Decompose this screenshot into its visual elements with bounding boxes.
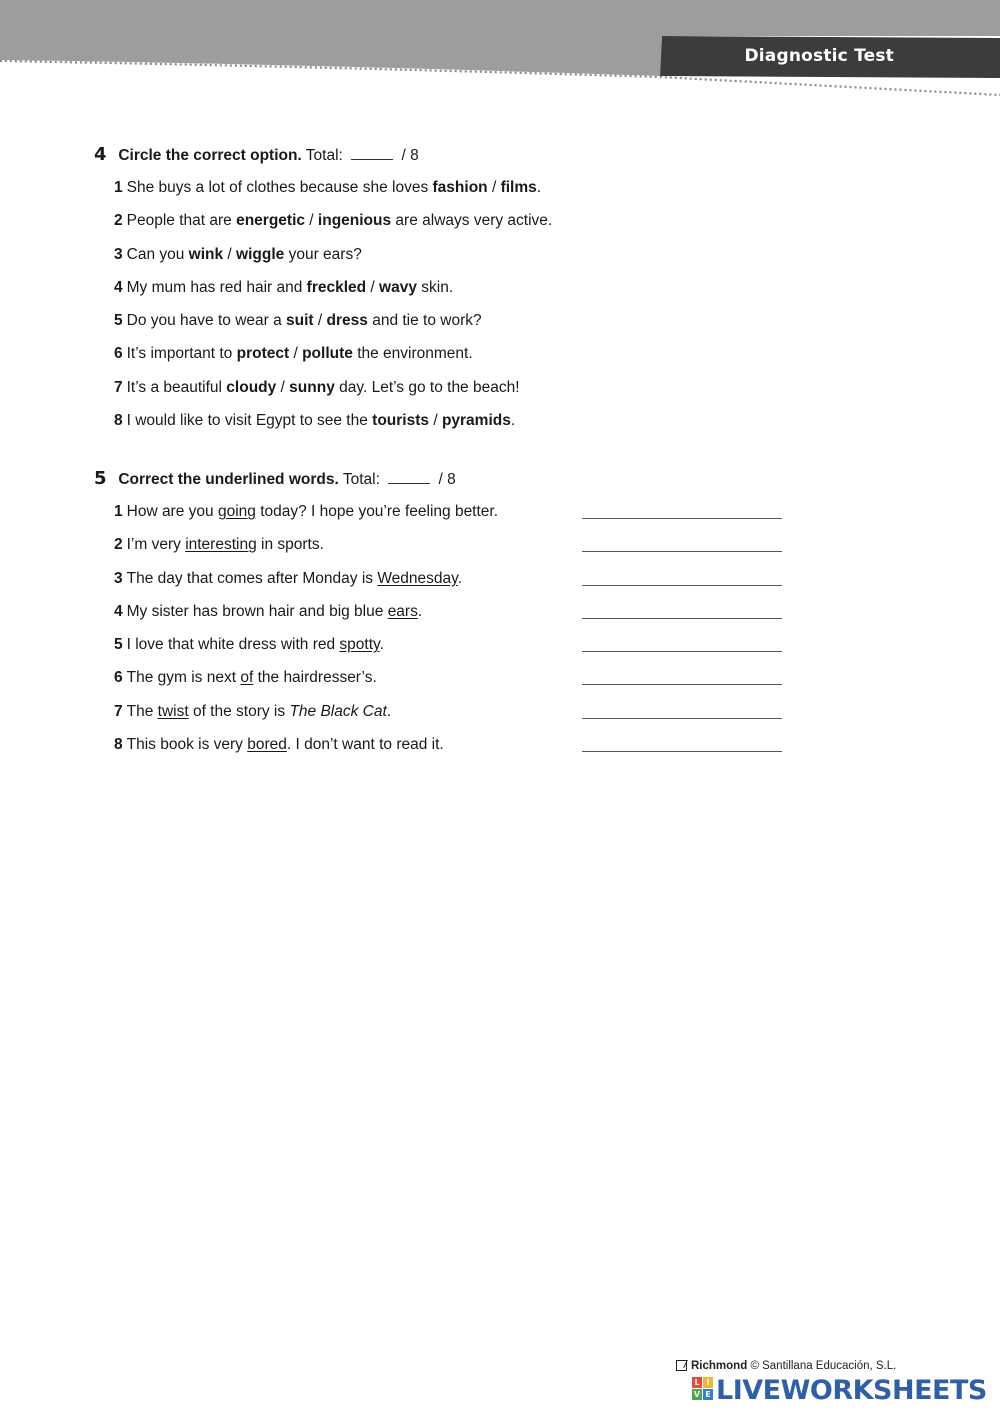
option-separator: /: [487, 179, 501, 196]
section-4-instruction: Circle the correct option.: [118, 147, 302, 164]
item-text: My mum has red hair and: [126, 278, 307, 296]
richmond-logo-icon: [676, 1360, 687, 1371]
live-block-v: V: [693, 1390, 701, 1399]
answer-field[interactable]: [582, 684, 782, 685]
underlined-word: twist: [157, 702, 189, 720]
publisher-name: Richmond: [691, 1360, 748, 1372]
underlined-word: bored: [247, 736, 287, 754]
item-number: 1: [114, 503, 123, 520]
section-5-heading: [94, 467, 814, 491]
option-separator: /: [305, 212, 318, 230]
book-title: The Black Cat: [289, 702, 387, 720]
option-b[interactable]: pyramids: [441, 412, 511, 430]
brand-name: LIVEWORKSHEETS: [716, 1375, 987, 1406]
option-b[interactable]: pollute: [302, 345, 353, 363]
option-a[interactable]: cloudy: [226, 378, 277, 396]
live-blocks-icon: [692, 1377, 714, 1401]
item-text: skin.: [416, 278, 454, 296]
underlined-word: Wednesday: [377, 569, 458, 587]
item-number: 6: [114, 669, 123, 687]
item-number: 8: [114, 736, 123, 754]
item-number: 1: [114, 179, 123, 196]
option-item: [94, 304, 814, 337]
item-text: of the story is: [188, 702, 290, 720]
answer-field[interactable]: [582, 551, 782, 552]
section-5-total-field[interactable]: [388, 469, 430, 484]
answer-field[interactable]: [582, 618, 782, 619]
section-4-total-max: / 8: [401, 147, 419, 164]
section-5-total-max: / 8: [438, 471, 456, 488]
item-text: It’s important to: [126, 345, 237, 363]
copyright-line: [676, 1360, 896, 1372]
item-text: .: [417, 602, 423, 620]
correction-item: [94, 661, 814, 694]
item-text: The day that comes after Monday is: [126, 569, 378, 587]
item-number: 4: [114, 602, 123, 620]
underlined-word: going: [217, 503, 256, 520]
underlined-word: ears: [387, 602, 418, 620]
option-separator: /: [223, 245, 237, 263]
correction-item: [94, 528, 814, 561]
option-a[interactable]: protect: [236, 345, 290, 363]
copyright-text: © Santillana Educación, S.L.: [750, 1360, 897, 1372]
item-number: 3: [114, 245, 123, 263]
option-a[interactable]: tourists: [372, 412, 430, 430]
correction-item: [94, 495, 814, 528]
correction-item: [94, 695, 814, 728]
item-text: The: [126, 702, 158, 720]
option-item: [94, 404, 814, 437]
item-number: 5: [114, 312, 123, 330]
item-text: today? I hope you’re feeling better.: [255, 503, 499, 520]
underlined-word: spotty: [339, 636, 380, 654]
option-b[interactable]: films: [500, 179, 537, 196]
item-text: Do you have to wear a: [126, 312, 287, 330]
item-text: People that are: [126, 212, 237, 230]
item-number: 4: [114, 278, 123, 296]
option-separator: /: [289, 345, 303, 363]
item-text: .: [386, 702, 392, 720]
option-item: [94, 171, 814, 204]
live-block-l: L: [692, 1377, 702, 1388]
item-number: 2: [114, 536, 123, 554]
answer-field[interactable]: [582, 718, 782, 719]
section-5-total-label: Total:: [342, 471, 380, 488]
underlined-word: of: [240, 669, 254, 687]
item-text: and tie to work?: [367, 312, 482, 330]
item-number: 7: [114, 378, 123, 396]
item-text: It’s a beautiful: [126, 378, 227, 396]
option-a[interactable]: energetic: [236, 212, 305, 230]
section-5-number: 5: [94, 468, 107, 489]
option-separator: /: [313, 312, 327, 330]
item-text: .: [510, 412, 516, 430]
section-4-total-label: Total:: [305, 147, 343, 164]
option-a[interactable]: fashion: [432, 179, 488, 196]
item-number: 8: [114, 412, 123, 430]
option-item: [94, 371, 814, 404]
answer-field[interactable]: [582, 751, 782, 752]
option-item: [94, 337, 814, 370]
answer-field[interactable]: [582, 585, 782, 586]
item-number: 6: [114, 345, 123, 363]
liveworksheets-logo[interactable]: [692, 1375, 987, 1406]
option-b[interactable]: wiggle: [236, 245, 285, 263]
item-text: . I don’t want to read it.: [286, 736, 444, 754]
item-text: She buys a lot of clothes because she loves: [126, 179, 433, 196]
item-text: your ears?: [284, 245, 362, 263]
option-b[interactable]: wavy: [379, 278, 417, 296]
answer-field[interactable]: [582, 651, 782, 652]
item-text: .: [536, 179, 542, 196]
correction-item: [94, 628, 814, 661]
item-text: I’m very: [126, 536, 186, 554]
item-text: the environment.: [352, 345, 473, 363]
underlined-word: interesting: [185, 536, 257, 554]
option-item: [94, 204, 814, 237]
correction-item: [94, 562, 814, 595]
section-5: [94, 467, 814, 761]
section-5-instruction: Correct the underlined words.: [118, 471, 339, 488]
option-separator: /: [276, 378, 290, 396]
item-text: This book is very: [126, 736, 248, 754]
item-text: Can you: [126, 245, 189, 263]
option-separator: /: [366, 278, 380, 296]
item-text: The gym is next: [126, 669, 241, 687]
correction-item: [94, 595, 814, 628]
section-4-number: 4: [94, 144, 107, 165]
option-a[interactable]: freckled: [306, 278, 367, 296]
item-text: in sports.: [256, 536, 324, 554]
answer-field[interactable]: [582, 518, 782, 519]
option-a[interactable]: suit: [286, 312, 314, 330]
option-a[interactable]: wink: [188, 245, 224, 263]
option-b[interactable]: sunny: [289, 378, 335, 396]
item-text: .: [379, 636, 384, 654]
item-number: 2: [114, 212, 123, 230]
option-separator: /: [429, 412, 442, 430]
option-b[interactable]: dress: [326, 312, 368, 330]
item-text: the hairdresser’s.: [253, 669, 377, 687]
item-number: 3: [114, 569, 123, 587]
item-text: How are you: [126, 503, 218, 520]
option-item: [94, 271, 814, 304]
document-title: Diagnostic Test: [744, 46, 894, 66]
item-text: I love that white dress with red: [126, 636, 340, 654]
option-b[interactable]: ingenious: [317, 212, 392, 230]
item-text: My sister has brown hair and big blue: [126, 602, 388, 620]
item-text: day. Let’s go to the beach!: [334, 378, 520, 396]
item-text: .: [457, 569, 463, 587]
section-4: [94, 143, 814, 437]
correction-item: [94, 728, 814, 761]
option-item: [94, 238, 814, 271]
item-text: are always very active.: [391, 212, 553, 230]
item-number: 5: [114, 636, 123, 654]
live-block-i: I: [703, 1377, 713, 1388]
live-block-e: E: [703, 1389, 713, 1400]
item-text: I would like to visit Egypt to see the: [126, 412, 373, 430]
item-number: 7: [114, 702, 123, 720]
section-4-heading: [94, 143, 814, 167]
section-4-total-field[interactable]: [351, 145, 393, 160]
